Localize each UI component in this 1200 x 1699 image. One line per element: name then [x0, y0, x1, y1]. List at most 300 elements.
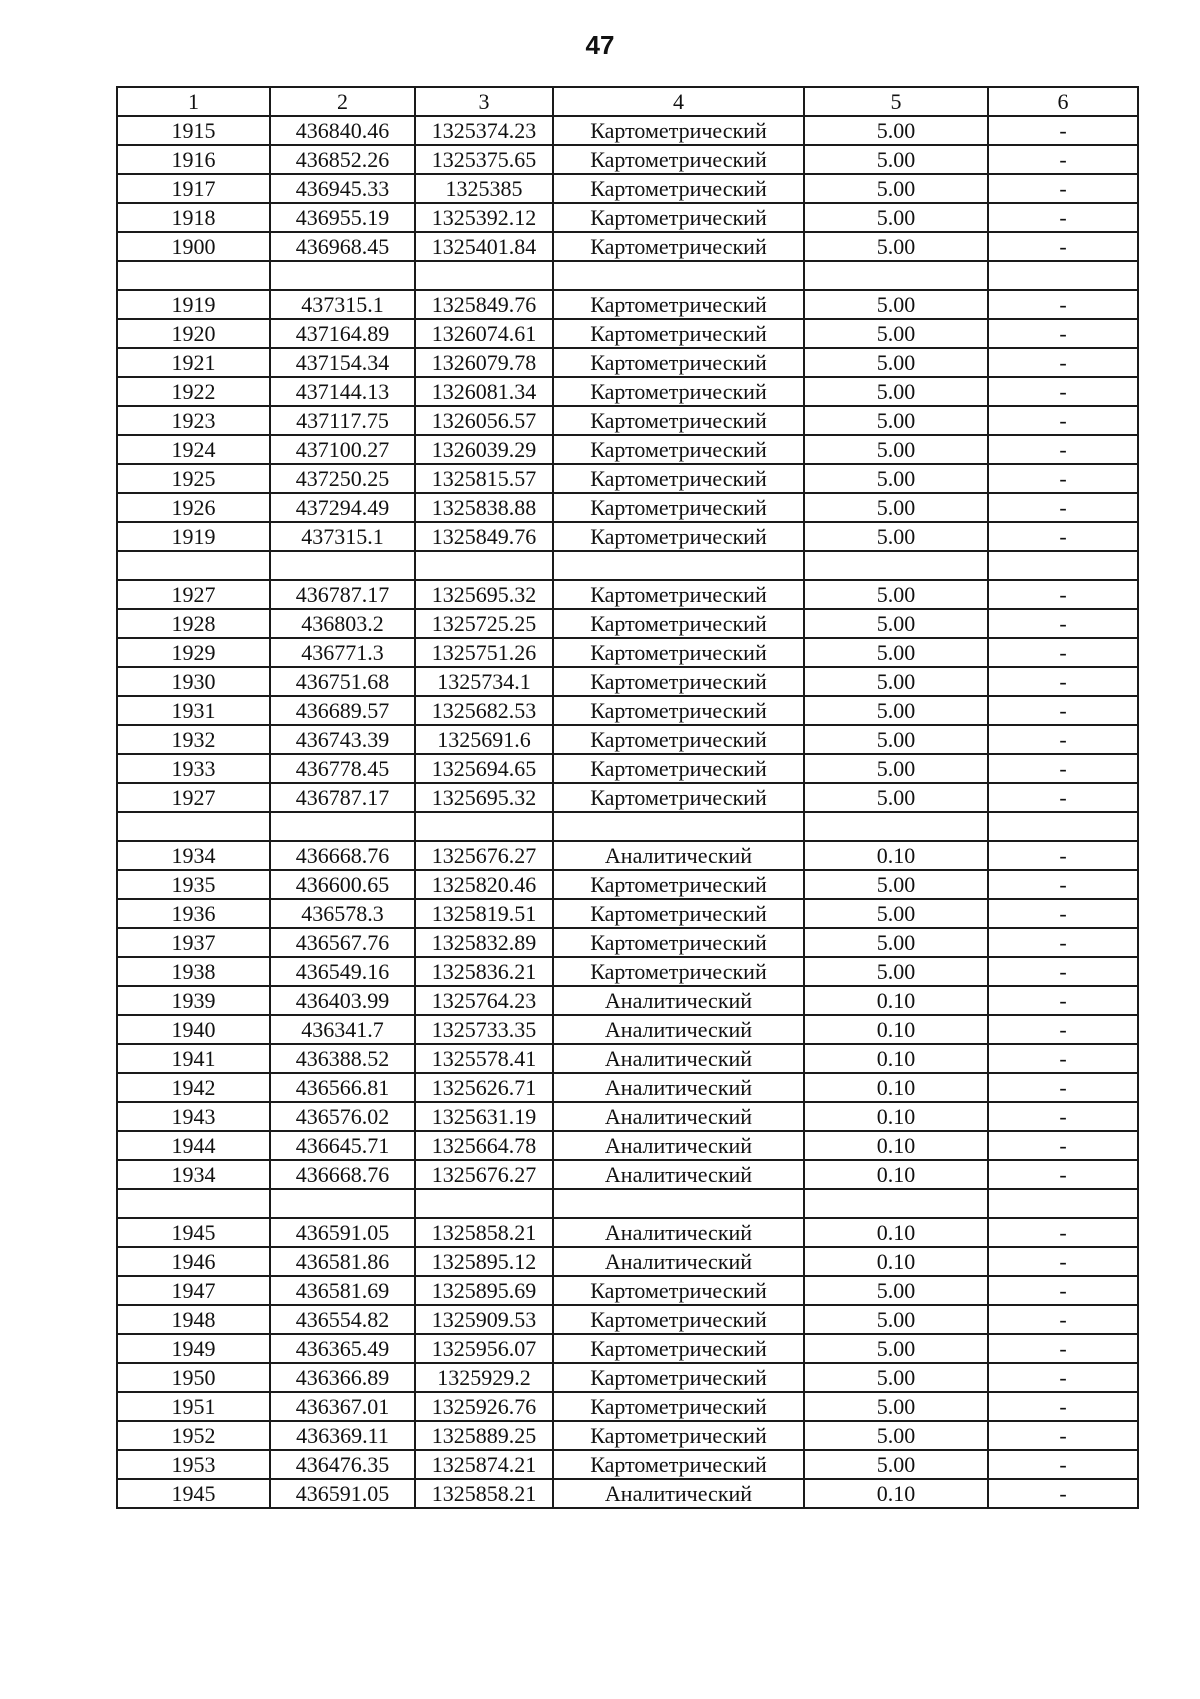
cell-accuracy: 0.10 — [804, 1479, 988, 1508]
cell-accuracy: 5.00 — [804, 116, 988, 145]
table-row — [117, 435, 1138, 464]
table-row — [117, 899, 1138, 928]
table-row — [117, 348, 1138, 377]
cell-x-coordinate: 436549.16 — [270, 957, 415, 986]
cell-x-coordinate: 436581.86 — [270, 1247, 415, 1276]
table-row — [117, 609, 1138, 638]
cell-description: - — [988, 667, 1138, 696]
cell-y-coordinate: 1325695.32 — [415, 783, 553, 812]
cell-method: Картометрический — [553, 696, 804, 725]
cell-description: - — [988, 870, 1138, 899]
table-row — [117, 1189, 1138, 1218]
cell-description: - — [988, 1305, 1138, 1334]
cell-method: Картометрический — [553, 609, 804, 638]
table-row — [117, 841, 1138, 870]
header-cell-3: 3 — [415, 87, 553, 116]
cell-accuracy: 5.00 — [804, 928, 988, 957]
table-row — [117, 1392, 1138, 1421]
cell-description: - — [988, 522, 1138, 551]
cell-point-number: 1926 — [117, 493, 270, 522]
cell-description: - — [988, 957, 1138, 986]
table-row — [117, 174, 1138, 203]
cell-x-coordinate: 436567.76 — [270, 928, 415, 957]
cell-x-coordinate: 436591.05 — [270, 1218, 415, 1247]
cell-y-coordinate: 1325695.32 — [415, 580, 553, 609]
cell-description: - — [988, 232, 1138, 261]
table-row — [117, 667, 1138, 696]
table-row — [117, 522, 1138, 551]
cell-accuracy: 5.00 — [804, 493, 988, 522]
cell-accuracy — [804, 261, 988, 290]
cell-accuracy: 0.10 — [804, 986, 988, 1015]
cell-description: - — [988, 1276, 1138, 1305]
cell-accuracy: 5.00 — [804, 696, 988, 725]
cell-method: Картометрический — [553, 1450, 804, 1479]
cell-y-coordinate: 1325895.69 — [415, 1276, 553, 1305]
cell-point-number: 1936 — [117, 899, 270, 928]
cell-point-number: 1928 — [117, 609, 270, 638]
cell-accuracy: 5.00 — [804, 290, 988, 319]
table-row — [117, 493, 1138, 522]
cell-method: Картометрический — [553, 203, 804, 232]
cell-method: Картометрический — [553, 667, 804, 696]
table-row — [117, 1247, 1138, 1276]
table-row — [117, 580, 1138, 609]
table-row — [117, 638, 1138, 667]
cell-point-number: 1943 — [117, 1102, 270, 1131]
cell-point-number: 1915 — [117, 116, 270, 145]
cell-x-coordinate: 436554.82 — [270, 1305, 415, 1334]
page-number: 47 — [585, 30, 615, 60]
cell-x-coordinate: 436600.65 — [270, 870, 415, 899]
cell-point-number: 1921 — [117, 348, 270, 377]
cell-method: Аналитический — [553, 986, 804, 1015]
cell-accuracy: 5.00 — [804, 377, 988, 406]
cell-method: Картометрический — [553, 638, 804, 667]
cell-point-number: 1930 — [117, 667, 270, 696]
cell-x-coordinate: 437100.27 — [270, 435, 415, 464]
cell-description: - — [988, 899, 1138, 928]
cell-description: - — [988, 464, 1138, 493]
cell-x-coordinate: 436645.71 — [270, 1131, 415, 1160]
cell-description: - — [988, 174, 1138, 203]
cell-point-number: 1925 — [117, 464, 270, 493]
cell-point-number: 1900 — [117, 232, 270, 261]
cell-y-coordinate: 1325895.12 — [415, 1247, 553, 1276]
cell-description — [988, 1189, 1138, 1218]
cell-method: Картометрический — [553, 754, 804, 783]
table-row — [117, 116, 1138, 145]
cell-x-coordinate: 436668.76 — [270, 1160, 415, 1189]
table-body — [117, 116, 1138, 1508]
cell-method: Картометрический — [553, 870, 804, 899]
table-row — [117, 377, 1138, 406]
table-row — [117, 1131, 1138, 1160]
cell-method: Аналитический — [553, 1218, 804, 1247]
cell-method: Аналитический — [553, 1160, 804, 1189]
coordinates-table — [116, 86, 1139, 1509]
cell-y-coordinate: 1326039.29 — [415, 435, 553, 464]
cell-method: Картометрический — [553, 928, 804, 957]
cell-point-number: 1923 — [117, 406, 270, 435]
cell-x-coordinate: 436840.46 — [270, 116, 415, 145]
cell-accuracy: 5.00 — [804, 232, 988, 261]
table-row — [117, 812, 1138, 841]
cell-description: - — [988, 1131, 1138, 1160]
cell-x-coordinate: 437144.13 — [270, 377, 415, 406]
cell-y-coordinate: 1325815.57 — [415, 464, 553, 493]
cell-y-coordinate: 1325832.89 — [415, 928, 553, 957]
table-row — [117, 551, 1138, 580]
cell-y-coordinate: 1325929.2 — [415, 1363, 553, 1392]
cell-accuracy: 0.10 — [804, 1044, 988, 1073]
cell-point-number: 1917 — [117, 174, 270, 203]
table-row — [117, 464, 1138, 493]
cell-accuracy: 0.10 — [804, 1247, 988, 1276]
cell-point-number: 1929 — [117, 638, 270, 667]
cell-accuracy: 5.00 — [804, 957, 988, 986]
cell-y-coordinate: 1326056.57 — [415, 406, 553, 435]
cell-point-number: 1942 — [117, 1073, 270, 1102]
cell-description: - — [988, 696, 1138, 725]
cell-point-number: 1946 — [117, 1247, 270, 1276]
cell-method: Картометрический — [553, 116, 804, 145]
table-row — [117, 406, 1138, 435]
cell-description: - — [988, 1247, 1138, 1276]
table-row — [117, 319, 1138, 348]
cell-description: - — [988, 203, 1138, 232]
cell-description: - — [988, 1218, 1138, 1247]
cell-description: - — [988, 1363, 1138, 1392]
cell-y-coordinate — [415, 261, 553, 290]
cell-point-number: 1937 — [117, 928, 270, 957]
cell-point-number: 1940 — [117, 1015, 270, 1044]
cell-y-coordinate: 1325682.53 — [415, 696, 553, 725]
cell-method: Картометрический — [553, 145, 804, 174]
cell-description: - — [988, 493, 1138, 522]
cell-method: Аналитический — [553, 1131, 804, 1160]
cell-x-coordinate: 436341.7 — [270, 1015, 415, 1044]
cell-method: Картометрический — [553, 464, 804, 493]
cell-y-coordinate: 1325838.88 — [415, 493, 553, 522]
cell-point-number: 1951 — [117, 1392, 270, 1421]
cell-description: - — [988, 116, 1138, 145]
cell-point-number: 1922 — [117, 377, 270, 406]
header-row — [117, 87, 1138, 116]
cell-method — [553, 812, 804, 841]
cell-y-coordinate: 1325956.07 — [415, 1334, 553, 1363]
cell-x-coordinate — [270, 261, 415, 290]
cell-y-coordinate: 1325694.65 — [415, 754, 553, 783]
cell-y-coordinate: 1325676.27 — [415, 841, 553, 870]
cell-x-coordinate: 436576.02 — [270, 1102, 415, 1131]
cell-accuracy: 5.00 — [804, 638, 988, 667]
table-row — [117, 754, 1138, 783]
cell-method: Картометрический — [553, 1392, 804, 1421]
cell-x-coordinate: 437315.1 — [270, 522, 415, 551]
cell-method: Картометрический — [553, 406, 804, 435]
cell-accuracy: 5.00 — [804, 1276, 988, 1305]
table-row — [117, 1421, 1138, 1450]
cell-description: - — [988, 580, 1138, 609]
cell-point-number: 1935 — [117, 870, 270, 899]
cell-accuracy: 5.00 — [804, 145, 988, 174]
cell-method: Картометрический — [553, 1421, 804, 1450]
cell-accuracy: 5.00 — [804, 899, 988, 928]
cell-x-coordinate: 436476.35 — [270, 1450, 415, 1479]
cell-description: - — [988, 1044, 1138, 1073]
cell-description: - — [988, 348, 1138, 377]
cell-x-coordinate: 436945.33 — [270, 174, 415, 203]
table-header — [117, 87, 1138, 116]
cell-method — [553, 1189, 804, 1218]
cell-accuracy: 5.00 — [804, 1392, 988, 1421]
cell-method: Аналитический — [553, 1479, 804, 1508]
cell-x-coordinate: 437294.49 — [270, 493, 415, 522]
cell-description: - — [988, 725, 1138, 754]
cell-point-number: 1924 — [117, 435, 270, 464]
cell-y-coordinate: 1325374.23 — [415, 116, 553, 145]
cell-x-coordinate — [270, 812, 415, 841]
cell-method: Аналитический — [553, 1044, 804, 1073]
cell-description: - — [988, 609, 1138, 638]
cell-y-coordinate: 1325836.21 — [415, 957, 553, 986]
cell-point-number: 1945 — [117, 1218, 270, 1247]
cell-method — [553, 551, 804, 580]
cell-point-number: 1918 — [117, 203, 270, 232]
cell-x-coordinate: 436743.39 — [270, 725, 415, 754]
cell-point-number: 1949 — [117, 1334, 270, 1363]
cell-accuracy: 5.00 — [804, 174, 988, 203]
cell-point-number: 1953 — [117, 1450, 270, 1479]
cell-method: Картометрический — [553, 783, 804, 812]
cell-y-coordinate: 1325926.76 — [415, 1392, 553, 1421]
cell-method: Картометрический — [553, 1334, 804, 1363]
table-row — [117, 957, 1138, 986]
cell-method: Картометрический — [553, 377, 804, 406]
cell-x-coordinate: 436388.52 — [270, 1044, 415, 1073]
cell-description — [988, 551, 1138, 580]
cell-description: - — [988, 377, 1138, 406]
cell-x-coordinate: 437164.89 — [270, 319, 415, 348]
cell-y-coordinate: 1325631.19 — [415, 1102, 553, 1131]
cell-method: Картометрический — [553, 435, 804, 464]
table-row — [117, 783, 1138, 812]
cell-description: - — [988, 1102, 1138, 1131]
cell-method: Аналитический — [553, 1247, 804, 1276]
table-row — [117, 1218, 1138, 1247]
cell-x-coordinate: 436803.2 — [270, 609, 415, 638]
cell-method: Картометрический — [553, 493, 804, 522]
cell-x-coordinate: 436668.76 — [270, 841, 415, 870]
table-row — [117, 725, 1138, 754]
cell-x-coordinate: 436367.01 — [270, 1392, 415, 1421]
cell-y-coordinate: 1325733.35 — [415, 1015, 553, 1044]
cell-description: - — [988, 754, 1138, 783]
cell-accuracy: 5.00 — [804, 870, 988, 899]
cell-accuracy: 5.00 — [804, 1363, 988, 1392]
cell-y-coordinate: 1325725.25 — [415, 609, 553, 638]
cell-x-coordinate: 436955.19 — [270, 203, 415, 232]
cell-accuracy: 5.00 — [804, 406, 988, 435]
cell-accuracy: 5.00 — [804, 348, 988, 377]
cell-method: Картометрический — [553, 580, 804, 609]
cell-accuracy: 5.00 — [804, 435, 988, 464]
table-row — [117, 1160, 1138, 1189]
cell-y-coordinate: 1325385 — [415, 174, 553, 203]
cell-y-coordinate: 1326074.61 — [415, 319, 553, 348]
cell-point-number — [117, 551, 270, 580]
cell-description: - — [988, 986, 1138, 1015]
cell-y-coordinate: 1325751.26 — [415, 638, 553, 667]
cell-accuracy: 5.00 — [804, 1334, 988, 1363]
cell-y-coordinate: 1325858.21 — [415, 1218, 553, 1247]
cell-point-number: 1919 — [117, 290, 270, 319]
table-row — [117, 1479, 1138, 1508]
cell-accuracy: 5.00 — [804, 203, 988, 232]
cell-method: Картометрический — [553, 1305, 804, 1334]
table-row — [117, 232, 1138, 261]
cell-y-coordinate: 1325849.76 — [415, 522, 553, 551]
cell-description: - — [988, 406, 1138, 435]
cell-method: Картометрический — [553, 725, 804, 754]
table-row — [117, 1334, 1138, 1363]
cell-x-coordinate: 436365.49 — [270, 1334, 415, 1363]
cell-x-coordinate — [270, 551, 415, 580]
cell-accuracy: 5.00 — [804, 1421, 988, 1450]
cell-description: - — [988, 1334, 1138, 1363]
cell-method: Картометрический — [553, 348, 804, 377]
cell-point-number: 1932 — [117, 725, 270, 754]
cell-accuracy: 5.00 — [804, 522, 988, 551]
cell-y-coordinate: 1325820.46 — [415, 870, 553, 899]
cell-description: - — [988, 1450, 1138, 1479]
cell-description: - — [988, 1160, 1138, 1189]
table-row — [117, 696, 1138, 725]
cell-description: - — [988, 783, 1138, 812]
cell-x-coordinate: 436968.45 — [270, 232, 415, 261]
cell-accuracy: 0.10 — [804, 1102, 988, 1131]
header-cell-6: 6 — [988, 87, 1138, 116]
cell-accuracy: 5.00 — [804, 1450, 988, 1479]
table-row — [117, 145, 1138, 174]
cell-point-number: 1947 — [117, 1276, 270, 1305]
cell-accuracy: 5.00 — [804, 319, 988, 348]
cell-y-coordinate: 1325858.21 — [415, 1479, 553, 1508]
header-cell-5: 5 — [804, 87, 988, 116]
cell-x-coordinate: 436578.3 — [270, 899, 415, 928]
cell-point-number: 1939 — [117, 986, 270, 1015]
cell-x-coordinate: 436581.69 — [270, 1276, 415, 1305]
cell-description: - — [988, 1015, 1138, 1044]
table-row — [117, 1015, 1138, 1044]
cell-description: - — [988, 145, 1138, 174]
cell-description — [988, 261, 1138, 290]
cell-accuracy — [804, 1189, 988, 1218]
header-cell-4: 4 — [553, 87, 804, 116]
cell-y-coordinate: 1325392.12 — [415, 203, 553, 232]
table-row — [117, 1305, 1138, 1334]
cell-y-coordinate: 1325889.25 — [415, 1421, 553, 1450]
cell-x-coordinate: 436787.17 — [270, 783, 415, 812]
cell-point-number: 1950 — [117, 1363, 270, 1392]
cell-accuracy: 0.10 — [804, 1015, 988, 1044]
cell-y-coordinate: 1325849.76 — [415, 290, 553, 319]
cell-description — [988, 812, 1138, 841]
cell-point-number: 1920 — [117, 319, 270, 348]
cell-point-number: 1931 — [117, 696, 270, 725]
cell-point-number: 1941 — [117, 1044, 270, 1073]
cell-y-coordinate: 1325874.21 — [415, 1450, 553, 1479]
cell-point-number: 1927 — [117, 580, 270, 609]
cell-y-coordinate: 1325578.41 — [415, 1044, 553, 1073]
cell-point-number: 1927 — [117, 783, 270, 812]
cell-x-coordinate: 437315.1 — [270, 290, 415, 319]
table-row — [117, 1276, 1138, 1305]
cell-description: - — [988, 638, 1138, 667]
cell-method: Аналитический — [553, 1015, 804, 1044]
cell-x-coordinate: 436403.99 — [270, 986, 415, 1015]
cell-x-coordinate: 436751.68 — [270, 667, 415, 696]
cell-x-coordinate — [270, 1189, 415, 1218]
cell-point-number — [117, 812, 270, 841]
cell-point-number: 1934 — [117, 1160, 270, 1189]
cell-method: Картометрический — [553, 1363, 804, 1392]
cell-description: - — [988, 928, 1138, 957]
cell-accuracy: 0.10 — [804, 1131, 988, 1160]
cell-y-coordinate — [415, 1189, 553, 1218]
cell-description: - — [988, 1421, 1138, 1450]
cell-y-coordinate: 1325691.6 — [415, 725, 553, 754]
cell-accuracy: 5.00 — [804, 1305, 988, 1334]
cell-accuracy: 5.00 — [804, 609, 988, 638]
table-row — [117, 203, 1138, 232]
cell-accuracy: 5.00 — [804, 464, 988, 493]
cell-point-number: 1938 — [117, 957, 270, 986]
cell-y-coordinate: 1325734.1 — [415, 667, 553, 696]
table-row — [117, 1073, 1138, 1102]
cell-x-coordinate: 436566.81 — [270, 1073, 415, 1102]
cell-description: - — [988, 435, 1138, 464]
table-row — [117, 986, 1138, 1015]
cell-x-coordinate: 436778.45 — [270, 754, 415, 783]
cell-x-coordinate: 437154.34 — [270, 348, 415, 377]
cell-method: Картометрический — [553, 319, 804, 348]
table-row — [117, 928, 1138, 957]
cell-point-number — [117, 1189, 270, 1218]
cell-description: - — [988, 290, 1138, 319]
cell-accuracy: 5.00 — [804, 783, 988, 812]
cell-accuracy: 5.00 — [804, 667, 988, 696]
cell-point-number: 1916 — [117, 145, 270, 174]
cell-accuracy — [804, 812, 988, 841]
cell-point-number — [117, 261, 270, 290]
cell-point-number: 1944 — [117, 1131, 270, 1160]
cell-method: Картометрический — [553, 232, 804, 261]
cell-x-coordinate: 436591.05 — [270, 1479, 415, 1508]
table-row — [117, 1102, 1138, 1131]
header-cell-1: 1 — [117, 87, 270, 116]
cell-point-number: 1934 — [117, 841, 270, 870]
cell-x-coordinate: 436852.26 — [270, 145, 415, 174]
cell-description: - — [988, 1073, 1138, 1102]
cell-point-number: 1945 — [117, 1479, 270, 1508]
table-row — [117, 1450, 1138, 1479]
cell-method: Аналитический — [553, 1102, 804, 1131]
cell-y-coordinate: 1325375.65 — [415, 145, 553, 174]
cell-point-number: 1933 — [117, 754, 270, 783]
cell-method: Картометрический — [553, 290, 804, 319]
